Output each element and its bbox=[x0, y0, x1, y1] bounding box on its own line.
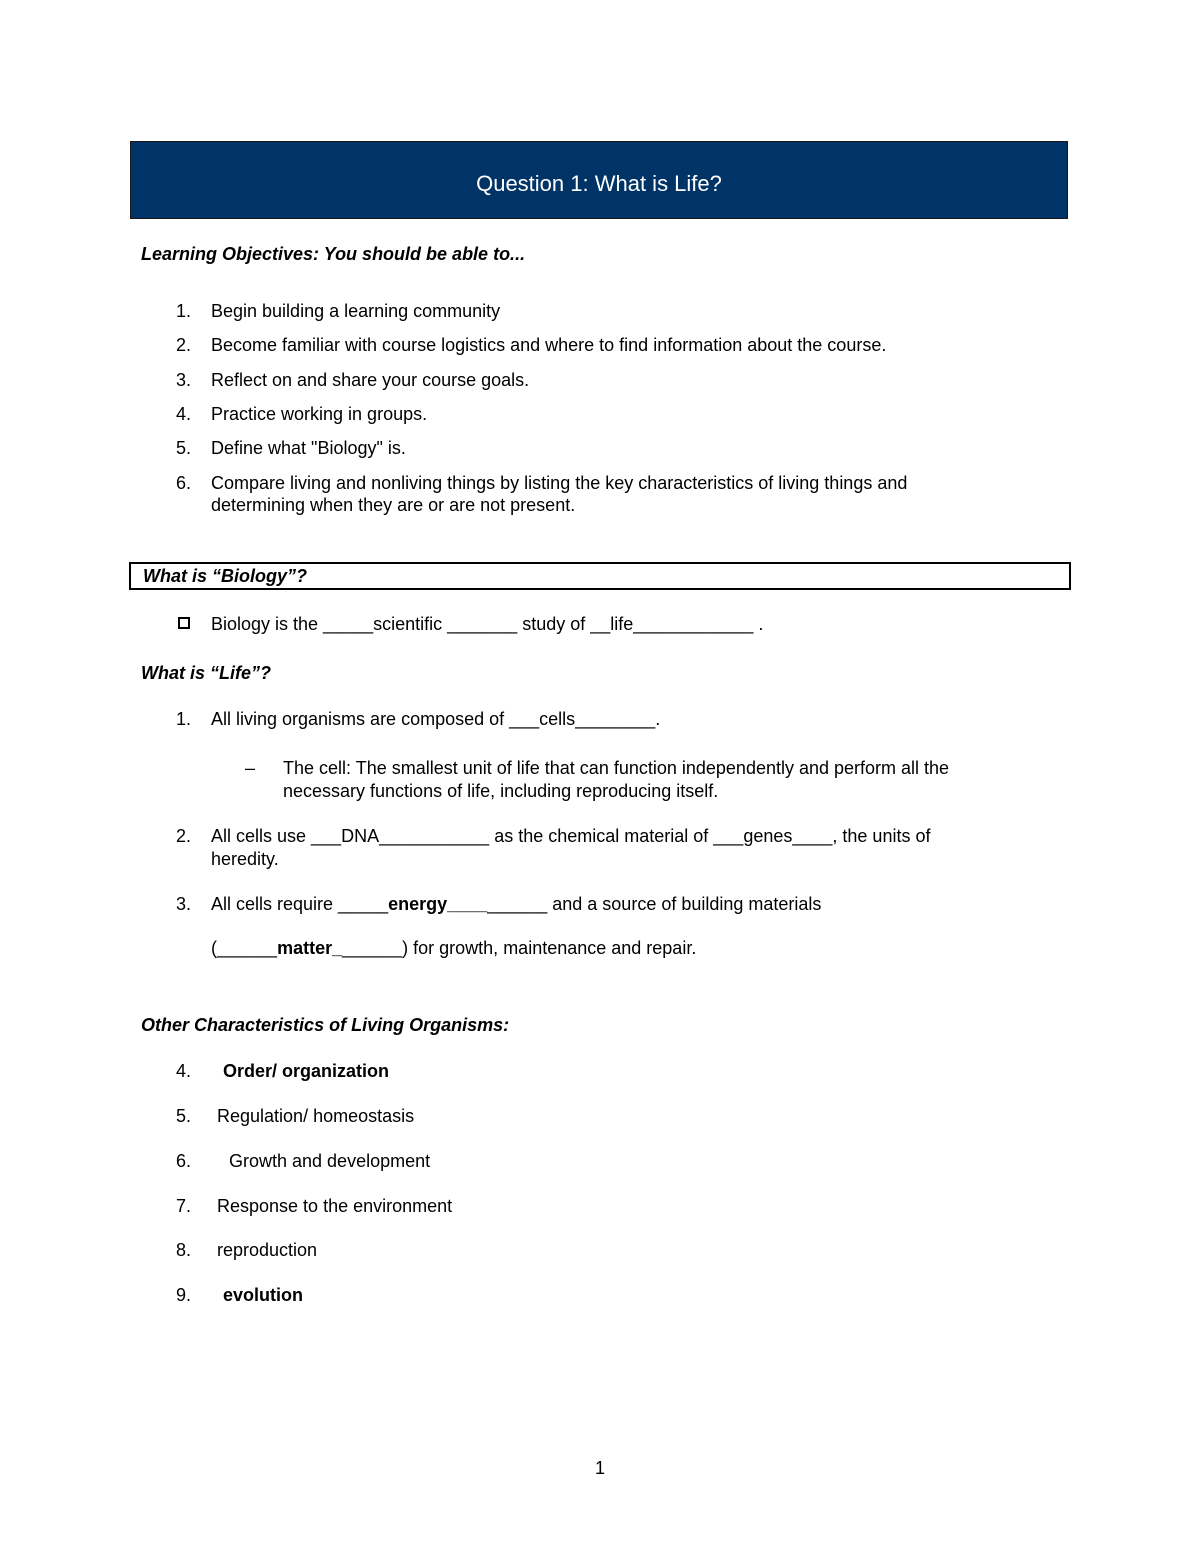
objective-number: 4. bbox=[176, 404, 192, 424]
objective-number: 3. bbox=[176, 370, 192, 390]
characteristic-number: 4. bbox=[176, 1061, 192, 1081]
objectives-heading: Learning Objectives: You should be able to... bbox=[141, 244, 526, 264]
life-item-dna: All cells use ___DNA___________ as the chemical material of ___genes____, the units of bbox=[211, 826, 931, 846]
objective-number: 1. bbox=[176, 301, 192, 321]
life-number: 2. bbox=[176, 826, 192, 846]
objective-item-continuation: determining when they are or are not present. bbox=[211, 495, 576, 515]
objective-item: Begin building a learning community bbox=[211, 301, 501, 321]
characteristic-number: 7. bbox=[176, 1196, 192, 1216]
objective-number: 2. bbox=[176, 335, 192, 355]
matter-suffix: ______) for growth, maintenance and repair. bbox=[342, 938, 697, 958]
objective-item: Practice working in groups. bbox=[211, 404, 428, 424]
characteristic-item: Growth and development bbox=[229, 1151, 431, 1171]
energy-answer: energy____ bbox=[388, 894, 488, 914]
characteristic-number: 5. bbox=[176, 1106, 192, 1126]
biology-heading: What is “Biology”? bbox=[143, 566, 307, 586]
life-item-energy bbox=[211, 894, 821, 915]
dash-bullet: – bbox=[245, 758, 256, 778]
characteristic-item: evolution bbox=[223, 1285, 303, 1305]
objective-item: Reflect on and share your course goals. bbox=[211, 370, 530, 390]
life-heading: What is “Life”? bbox=[141, 663, 271, 683]
life-item-matter bbox=[211, 938, 696, 959]
life-item-cells: All living organisms are composed of ___cells________. bbox=[211, 709, 661, 729]
cell-definition: The cell: The smallest unit of life that can function independently and perform all the bbox=[283, 758, 950, 778]
characteristic-number: 9. bbox=[176, 1285, 192, 1305]
characteristic-item: Regulation/ homeostasis bbox=[217, 1106, 415, 1126]
characteristic-number: 6. bbox=[176, 1151, 192, 1171]
characteristic-item: Response to the environment bbox=[217, 1196, 453, 1216]
life-number: 3. bbox=[176, 894, 192, 914]
characteristic-item: reproduction bbox=[217, 1240, 318, 1260]
checkbox-icon bbox=[178, 617, 190, 629]
matter-prefix: (______ bbox=[211, 938, 278, 958]
biology-heading-box bbox=[129, 562, 1071, 590]
objective-number: 5. bbox=[176, 438, 192, 458]
objective-number: 6. bbox=[176, 473, 192, 493]
energy-prefix: All cells require _____ bbox=[211, 894, 389, 914]
characteristic-number: 8. bbox=[176, 1240, 192, 1260]
question-banner: Question 1: What is Life? bbox=[130, 141, 1068, 219]
life-item-dna-continuation: heredity. bbox=[211, 849, 279, 869]
cell-definition-continuation: necessary functions of life, including reproducing itself. bbox=[283, 781, 719, 801]
energy-suffix: ______ and a source of building materials bbox=[487, 894, 822, 914]
objective-item: Become familiar with course logistics and where to find information about the course. bbox=[211, 335, 887, 355]
life-number: 1. bbox=[176, 709, 192, 729]
objective-item: Compare living and nonliving things by listing the key characteristics of living things and bbox=[211, 473, 908, 493]
other-characteristics-heading: Other Characteristics of Living Organisms: bbox=[141, 1015, 510, 1035]
characteristic-item: Order/ organization bbox=[223, 1061, 390, 1081]
matter-answer: matter_ bbox=[277, 938, 343, 958]
page-number: 1 bbox=[594, 1458, 605, 1478]
biology-definition: Biology is the _____scientific _______ study of __life____________ . bbox=[211, 614, 764, 634]
objective-item: Define what "Biology" is. bbox=[211, 438, 406, 458]
